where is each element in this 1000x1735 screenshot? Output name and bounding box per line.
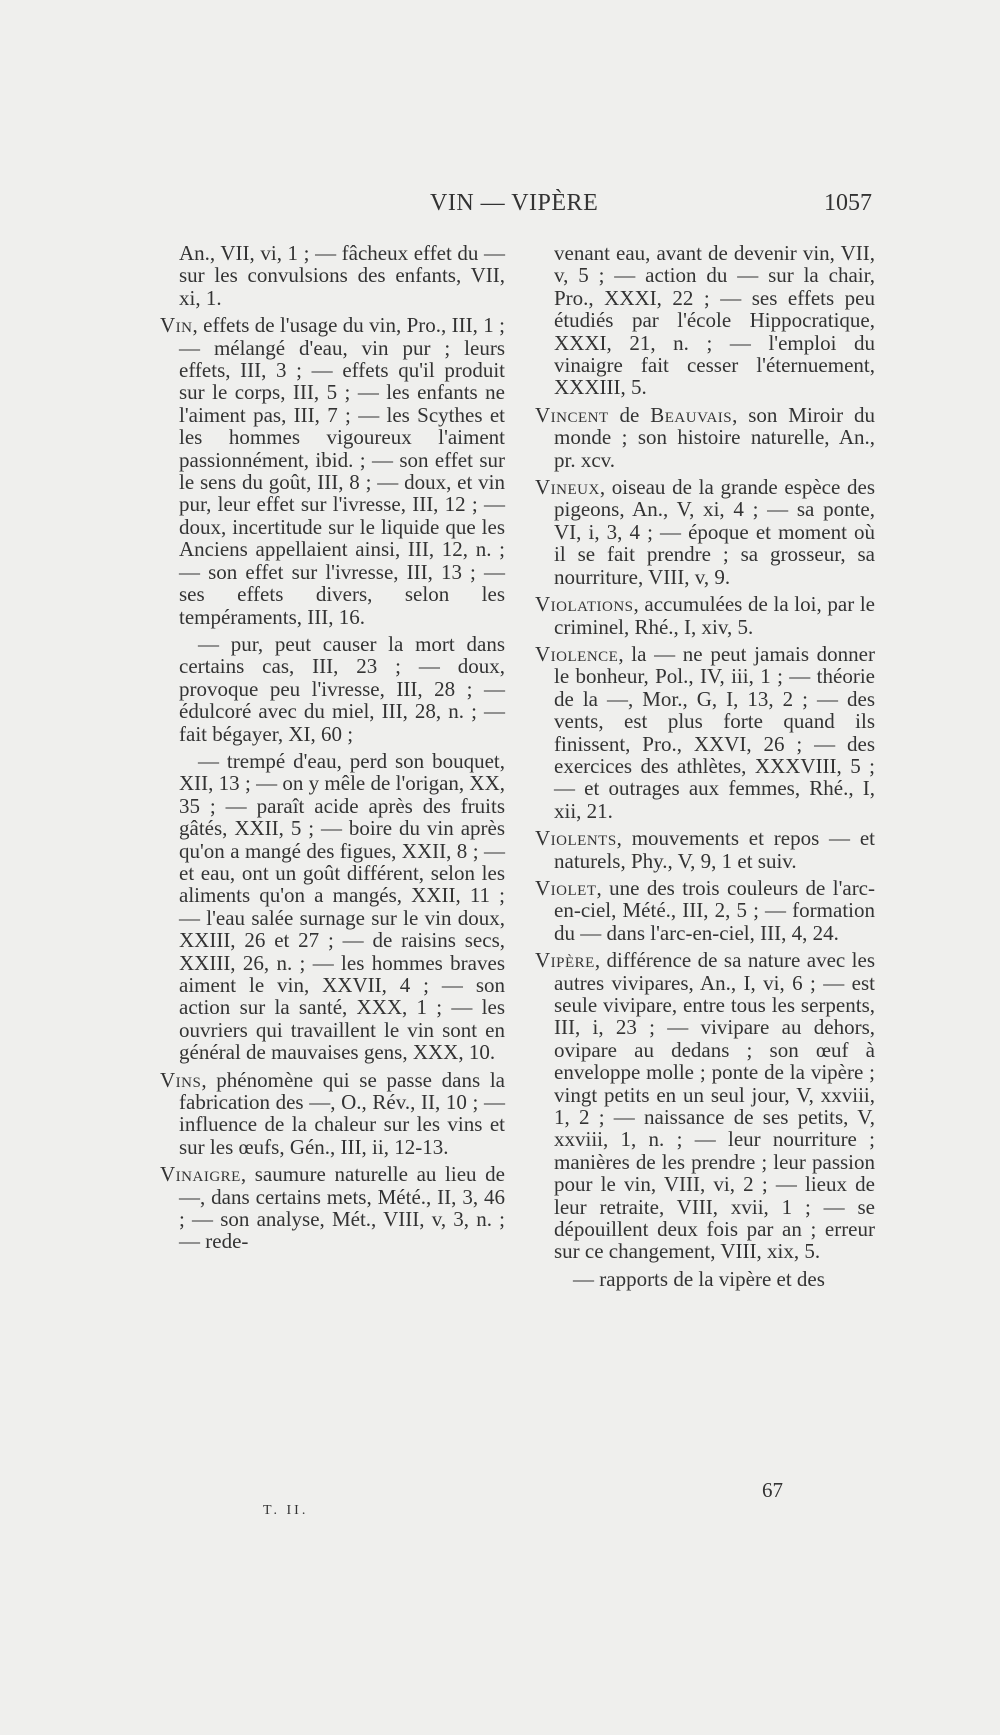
entry-text: , son Miroir du monde ; son histoire naturelle, An., pr. xcv. <box>554 402 876 472</box>
entry-text: , différence de sa nature avec les autres vivipares, An., I, vi, 6 ; — est seule vivipare, entre tous les serpents, III, i, 23 ; — vivipare au dehors, ovipare au dedans ; son œuf à enveloppe molle ; ponte de la vipère ; vingt petits en un seul jour, V, xxviii, 1, 2 ; — naissance de ses petits, V, xxviii, 1, n. ; — leur nourriture ; manières de les prendre ; leur passion pour le vin, VIII, vi, 2 ; — lieux de leur retraite, VIII, xvii, 1 ; — se dépouillent deux fois par an ; erreur sur ce changement, VIII, xix, 5. <box>554 948 875 1264</box>
entry-violations <box>535 593 875 638</box>
entry-continuation <box>535 242 875 399</box>
entry-headword: Vineux <box>535 475 600 500</box>
entry-text: , accumulées de la loi, par le criminel, Rhé., I, xiv, 5. <box>554 592 875 639</box>
entry-headword: Beauvais <box>650 402 733 427</box>
entry-text: de <box>608 402 651 427</box>
entry-headword: Violations <box>535 592 634 617</box>
right-column <box>535 242 875 1295</box>
entry-headword: Vincent <box>535 402 609 427</box>
entry-text: — rapports de la vipère et des <box>573 1266 825 1291</box>
entry-vin <box>160 314 505 628</box>
entry-vinaigre <box>160 1163 505 1253</box>
entry-violet <box>535 877 875 944</box>
entry-headword: Violet <box>535 875 597 900</box>
entry-violence <box>535 643 875 822</box>
entry-headword: Vins <box>160 1067 202 1092</box>
entry-headword: Violents <box>535 826 617 851</box>
left-column <box>160 242 505 1258</box>
entry-text: , effets de l'usage du vin, Pro., III, 1 ; — mélangé d'eau, vin pur ; leurs effets, III, 3 ; — effets qu'il produit sur le corps, III, 5 ; — les enfants ne l'aiment pas, III, 7 ; — les Scythes et les hommes vigoureux l'aiment passionnément, ibid. ; — son effet sur le sens du goût, III, 8 ; — doux, et vin pur, leur effet sur l'ivresse, III, 12 ; — doux, incertitude sur le liquide que les Anciens appellaient ainsi, III, 12, n. ; — son effet sur l'ivresse, III, 13 ; — ses effets divers, selon les tempéraments, III, 16. <box>179 313 505 629</box>
entry-headword: Vin <box>160 313 193 338</box>
entry-vineux <box>535 476 875 588</box>
page-number: 1057 <box>824 190 872 216</box>
signature-number: 67 <box>762 1478 783 1502</box>
entry-text: venant eau, avant de devenir vin, VII, v, 5 ; — action du — sur la chair, Pro., XXXI, 22 ; — ses effets peu étudiés par l'école Hippocratique, XXXI, 21, n. ; — l'emploi du vinaigre fait cesser l'éternuement, XXXIII, 5. <box>554 241 875 400</box>
entry-paragraph <box>160 750 505 1064</box>
entry-headword: Vinaigre <box>160 1162 241 1187</box>
entry-headword: Violence <box>535 641 619 666</box>
entry-vins <box>160 1069 505 1159</box>
entry-text: , oiseau de la grande espèce des pigeons, An., V, xi, 4 ; — sa ponte, VI, i, 3, 4 ; — époque et moment où il se fait prendre ; sa grosseur, sa nourriture, VIII, v, 9. <box>554 475 875 589</box>
entry-headword: Vipère <box>535 948 595 973</box>
entry-paragraph <box>160 633 505 745</box>
entry-text: , une des trois couleurs de l'arc-en-ciel, Mété., III, 2, 5 ; — formation du — dans l'arc-en-ciel, III, 4, 24. <box>554 875 875 945</box>
signature-mark: T. II. <box>263 1503 309 1518</box>
entry-text: , la — ne peut jamais donner le bonheur, Pol., IV, iii, 1 ; — théorie de la —, Mor., G, I, 13, 2 ; — des vents, est plus forte quand ils finissent, Pro., XXVI, 26 ; — des exercices des athlètes, XXXVIII, 5 ; — et outrages aux femmes, Rhé., I, xii, 21. <box>554 641 875 823</box>
entry-violents <box>535 827 875 872</box>
page-header <box>0 190 1000 220</box>
entry-vincent <box>535 404 875 471</box>
entry-text: , saumure naturelle au lieu de —, dans certains mets, Mété., II, 3, 46 ; — son analyse, Mét., VIII, v, 3, n. ; — rede- <box>179 1162 505 1254</box>
entry-paragraph <box>535 1268 875 1290</box>
entry-text: , mouvements et repos — et naturels, Phy., V, 9, 1 et suiv. <box>554 826 875 873</box>
entry-text: , phénomène qui se passe dans la fabrication des —, O., Rév., II, 10 ; — influence de la chaleur sur les vins et sur les œufs, Gén., III, ii, 12-13. <box>179 1067 505 1159</box>
entry-text: — pur, peut causer la mort dans certains cas, III, 23 ; — doux, provoque peu l'ivresse, III, 28 ; — édulcoré avec du miel, III, 28, n. ; — fait bégayer, XI, 60 ; <box>179 631 505 746</box>
running-title: VIN — VIPÈRE <box>430 190 599 216</box>
entry-text: — trempé d'eau, perd son bouquet, XII, 13 ; — on y mêle de l'origan, XX, 35 ; — paraît acide après des fruits gâtés, XXII, 5 ; — boire du vin après qu'on a mangé des figues, XXII, 8 ; — et eau, ont un goût différent, selon les aliments qu'on a mangés, XXII, 11 ; — l'eau salée surnage sur le vin doux, XXIII, 26 et 27 ; — de raisins secs, XXIII, 26, n. ; — les hommes braves aiment le vin, XXVII, 4 ; — son action sur la santé, XXX, 1 ; — les ouvriers qui travaillent le vin sont en général de mauvaises gens, XXX, 10. <box>179 748 505 1065</box>
entry-vipere <box>535 949 875 1263</box>
entry-continuation <box>160 242 505 309</box>
entry-text: An., VII, vi, 1 ; — fâcheux effet du — sur les convulsions des enfants, VII, xi, 1. <box>179 241 505 310</box>
